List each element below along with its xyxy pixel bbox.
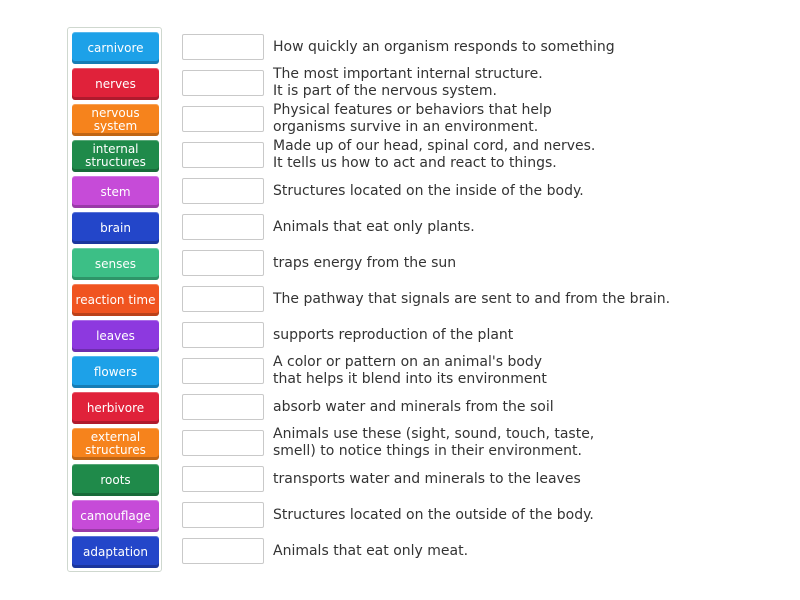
term-label: roots <box>100 472 131 487</box>
definition-label: Animals that eat only plants. <box>273 218 475 235</box>
answer-slot[interactable] <box>182 214 264 240</box>
definition-text <box>273 426 783 460</box>
definition-label: transports water and minerals to the leaves <box>273 470 581 487</box>
answer-slot[interactable] <box>182 142 264 168</box>
term-tile[interactable] <box>72 140 159 172</box>
definition-label: Physical features or behaviors that help organisms survive in an environment. <box>273 102 552 135</box>
term-label: adaptation <box>83 544 148 559</box>
term-tile[interactable] <box>72 284 159 316</box>
term-tile[interactable] <box>72 392 159 424</box>
definition-text <box>273 102 783 136</box>
definition-text <box>273 354 783 388</box>
definition-text <box>273 246 783 280</box>
term-label: leaves <box>96 328 135 343</box>
answer-slot[interactable] <box>182 502 264 528</box>
definition-label: The most important internal structure. It is part of the nervous system. <box>273 66 543 99</box>
term-label: flowers <box>93 364 138 379</box>
term-label: nerves <box>95 76 136 91</box>
definition-text <box>273 282 783 316</box>
definition-text <box>273 534 783 568</box>
definition-text <box>273 390 783 424</box>
answer-slot[interactable] <box>182 286 264 312</box>
definition-label: Made up of our head, spinal cord, and nerves. It tells us how to act and react to things. <box>273 138 596 171</box>
term-tile[interactable] <box>72 248 159 280</box>
answer-slot[interactable] <box>182 250 264 276</box>
term-tile[interactable] <box>72 32 159 64</box>
answer-slot[interactable] <box>182 466 264 492</box>
definition-text <box>273 66 783 100</box>
definition-text <box>273 498 783 532</box>
definition-text <box>273 210 783 244</box>
term-label: internal structures <box>85 142 146 169</box>
term-label: camouflage <box>80 508 151 523</box>
answer-slot[interactable] <box>182 430 264 456</box>
term-label: stem <box>100 184 131 199</box>
definition-label: Animals use these (sight, sound, touch, taste, smell) to notice things in their environment. <box>273 426 595 459</box>
term-label: carnivore <box>87 40 144 55</box>
term-bank <box>67 27 162 572</box>
definition-text <box>273 138 783 172</box>
definition-text <box>273 318 783 352</box>
term-tile[interactable] <box>72 356 159 388</box>
definition-label: Structures located on the outside of the body. <box>273 506 594 523</box>
definition-label: A color or pattern on an animal's body that helps it blend into its environment <box>273 354 547 387</box>
answer-slot[interactable] <box>182 538 264 564</box>
answer-slot[interactable] <box>182 322 264 348</box>
definition-label: traps energy from the sun <box>273 254 457 271</box>
definition-label: Structures located on the inside of the body. <box>273 182 584 199</box>
definition-label: supports reproduction of the plant <box>273 326 514 343</box>
definition-label: absorb water and minerals from the soil <box>273 398 554 415</box>
term-label: reaction time <box>75 292 156 307</box>
term-label: external structures <box>85 430 146 457</box>
term-tile[interactable] <box>72 104 159 136</box>
definition-text <box>273 30 783 64</box>
definition-label: The pathway that signals are sent to and from the brain. <box>273 290 671 307</box>
term-label: senses <box>94 256 137 271</box>
term-tile[interactable] <box>72 464 159 496</box>
definition-label: Animals that eat only meat. <box>273 542 469 559</box>
answer-slot[interactable] <box>182 70 264 96</box>
term-tile[interactable] <box>72 212 159 244</box>
definition-text <box>273 174 783 208</box>
term-tile[interactable] <box>72 68 159 100</box>
answer-slot[interactable] <box>182 178 264 204</box>
answer-slot[interactable] <box>182 358 264 384</box>
term-tile[interactable] <box>72 320 159 352</box>
definition-label: How quickly an organism responds to something <box>273 38 615 55</box>
term-tile[interactable] <box>72 176 159 208</box>
answer-slot[interactable] <box>182 394 264 420</box>
term-tile[interactable] <box>72 536 159 568</box>
term-label: herbivore <box>86 400 145 415</box>
answer-slot[interactable] <box>182 106 264 132</box>
term-label: nervous system <box>91 106 140 133</box>
answer-slot[interactable] <box>182 34 264 60</box>
term-label: brain <box>100 220 131 235</box>
definition-text <box>273 462 783 496</box>
term-tile[interactable] <box>72 500 159 532</box>
term-tile[interactable] <box>72 428 159 460</box>
